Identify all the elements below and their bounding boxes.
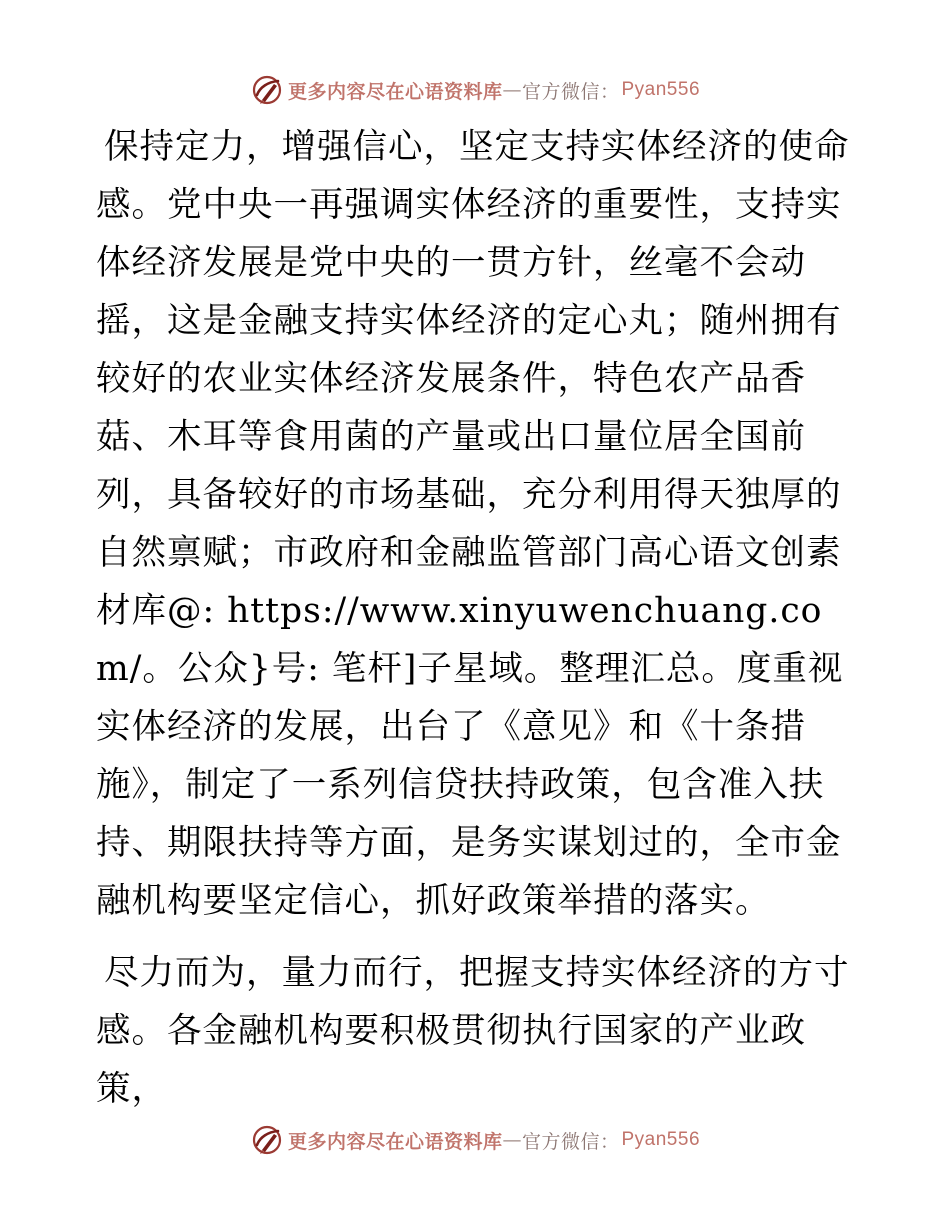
footer-banner-main: 更多内容尽在心语资料库 [287, 1130, 503, 1153]
footer-banner-separator: — [502, 1129, 522, 1151]
header-banner-wechat-label: 官方微信： [521, 80, 620, 103]
pen-logo-icon [250, 73, 284, 107]
body-paragraph-1: 保持定力，增强信心，坚定支持实体经济的使命感。党中央一再强调实体经济的重要性，支持实体经济发展是党中央的一贯方针，丝毫不会动摇，这是金融支持实体经济的定心丸；随州拥有较好的农业实体经济发展条件，特色农产品香菇、木耳等食用菌的产量或出口量位居全国前列，具备较好的市场基础，充分利用得天独厚的自然禀赋；市政府和金融监管部门高心语文创素材库@: https://www.xinyuwenchuang.com/。公众}号: 笔杆]子星域。整理汇总。度重视实体经济的发展，出台了《意见》和《十条措施》，制定了一系列信贷扶持政策，包含准入扶持、期限扶持等方面，是务实谋划过的，全市金融机构要坚定信心，抓好政策举措的落实。 [96, 127, 850, 921]
document-body [96, 118, 856, 1118]
footer-banner [0, 1120, 950, 1160]
header-banner-wechat-id: Pyan556 [621, 79, 701, 100]
footer-banner-wechat-label: 官方微信： [521, 1130, 620, 1153]
header-banner [0, 70, 950, 110]
footer-banner-wechat-id: Pyan556 [621, 1129, 701, 1150]
footer-banner-text [288, 1127, 700, 1154]
header-banner-text [288, 77, 700, 104]
pen-logo-icon [250, 1123, 284, 1157]
header-banner-main: 更多内容尽在心语资料库 [287, 80, 503, 103]
header-banner-separator: — [502, 79, 522, 101]
body-paragraph-2: 尽力而为，量力而行，把握支持实体经济的方寸感。各金融机构要积极贯彻执行国家的产业政策， [96, 953, 850, 1109]
